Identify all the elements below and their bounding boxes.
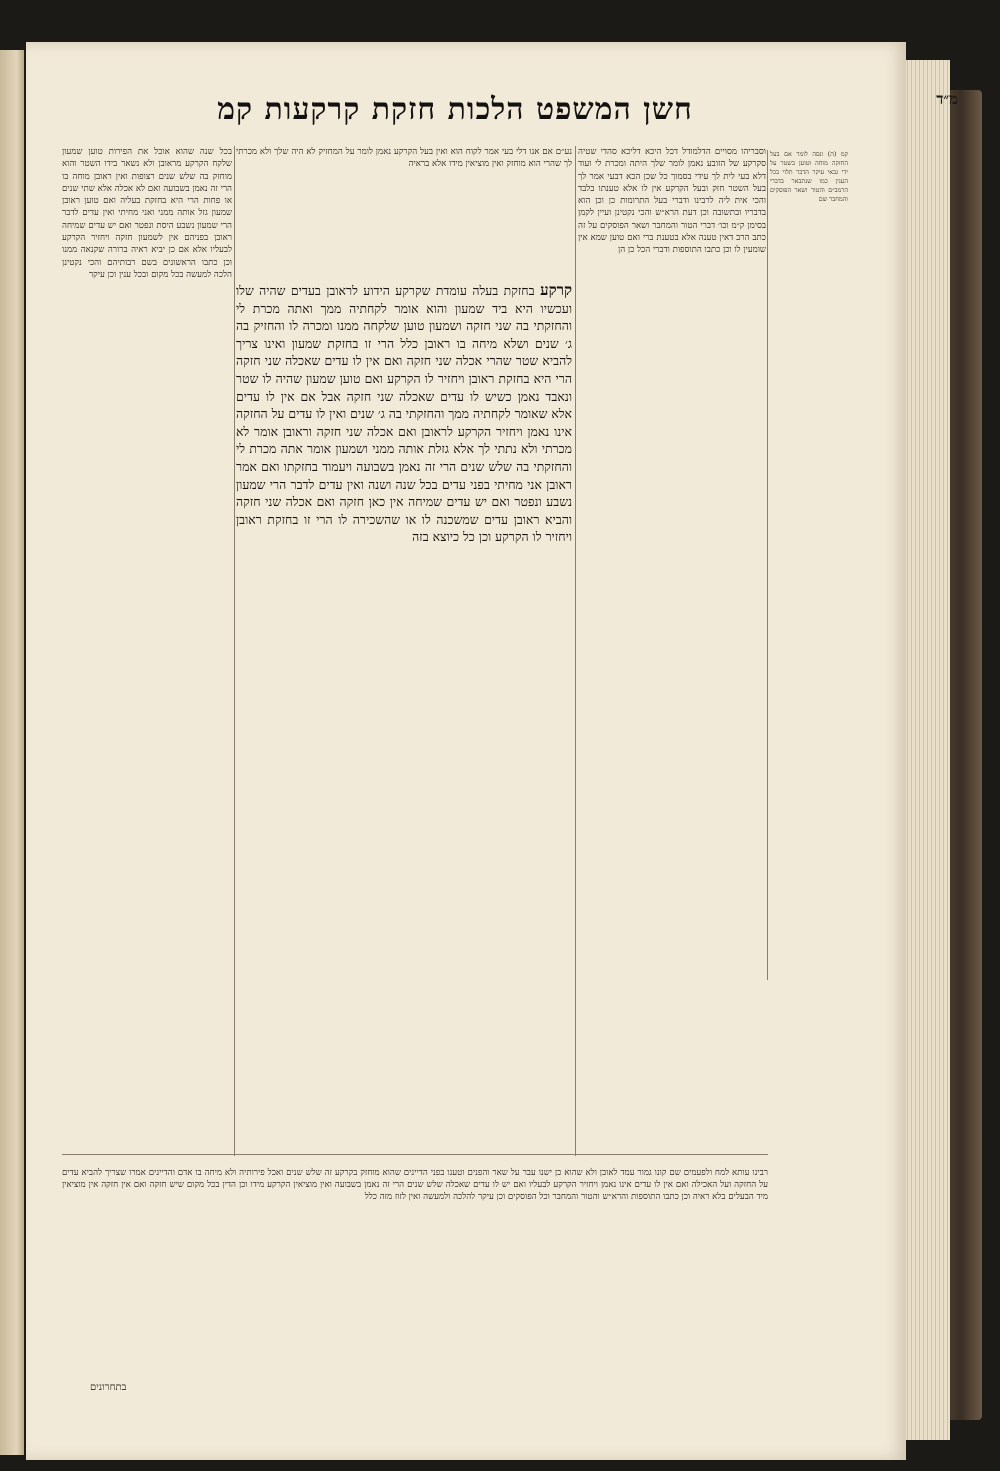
main-commentary-top: נע״ם אם אנו דלי בעי אמר לקוח הוא ואין בעל הקרקע נאמן לומר על המחזיק לא היה שלך ולא מכרתי לך שהרי הוא מוחזק ואין מוציאין מידו אלא בראיה xyxy=(236,147,572,170)
right-commentary-column xyxy=(578,146,766,1204)
main-body-text xyxy=(236,282,572,1156)
lower-commentary-block xyxy=(62,1158,768,1378)
gloss-text: קמ (ה) ונסה לומר אם בעל החזקה מוחה וטוען בשטר על ידי גבאי עיקר הדבר תלוי בכל הענין כמו שנתבאר בדברי הרמב״ם והטור ושאר הפוסקים והמחבר שם xyxy=(770,151,848,203)
folio-number: מ״ד xyxy=(936,90,958,108)
main-text-column xyxy=(236,146,572,1156)
catchword: בתחרונים xyxy=(90,1382,127,1393)
right-commentary-text: וסבריהו מסויים הדלמודל דכל היכא דליכא סהדי שטיה סקרקע של הזובע נאמן לומר שלך היתה ומכרת לי ועוד דלא בעי לית לך עידי בסמוך כל שכן הכא דבעי אמר לך בעל השטר חזק ובעל הקרקע אין לו אלא טענתו בלבד והכי אית ליה לרבינו ודברי בעל התרומות כן וכן הוא בדבריו ובתשובה וכן דעת הרא״ש והכי נקטינן ועיין לקמן בסימן ק״מ וכו׳ דברי הטור והמחבר ושאר הפוסקים על זה כתב הרב דאין טענה אלא בטענת ברי ואם טוען שמא אין שומעין לו וכן כתבו התוספות ודברי הכל כן הן xyxy=(578,147,766,256)
page-header xyxy=(60,74,850,144)
lower-commentary-text: רבינו עותא למח ולפעמים שם קונו גמור עמד לאובן ולא שהוא כן ישנו עבר על שאר והפנים וטענו בפני הדיינים שהוא מוחזק בקרקע זה שלש שנים ואכל פירותיה ולא מיחה בו אדם והדיינים אמרו שצריך להביא עדים על החזקה ועל האכילה ואם אין לו עדים אינו נאמן ויחזיר הקרקע לבעליו ואם יש לו עדים שאכלה שלש שנים הרי זה נאמן בשבועה ואין מוציאין הקרקע מידו וכן הדין בכל מקום שיש חזקה ואם אין חזקה אין מוציאין מיד הבעלים בלא ראיה וכן כתבו התוספות והרא״ש והטור והמחבר וכל הפוסקים וכן עיקר להלכה ולמעשה ואין לזוז מזה כלל xyxy=(62,1167,768,1203)
lead-word: קרקע xyxy=(540,282,572,299)
running-title: חשן המשפט הלכות חזקת קרקעות קמ xyxy=(217,91,693,127)
margin-gloss-column xyxy=(770,150,848,980)
main-body-content: בחזקת בעלה עומדת שקרקע הידוע לראובן בעדים שהיה שלו ועכשיו היא ביד שמעון והוא אומר לקחתיה ממך ואתה מכרת לי והחזקתי בה שני חזקה ושמעון טוען שלקחה ממנו ומכרה לו והחזיק בה ג׳ שנים ושלא מיחה בו ראובן כלל הרי זו בחזקת שמעון ואינו צריך להביא שטר שהרי אכלה שני חזקה ואם אין לו עדים שאכלה שני חזקה הרי היא בחזקת ראובן ויחזיר לו הקרקע ואם טוען שמעון שהיה לו שטר ונאבד נאמן כשיש לו עדים שאכלה שני חזקה אבל אם אין לו עדים אלא שאומר לקחתיה ממך והחזקתי בה ג׳ שנים ואין לו עדים על החזקה אינו נאמן ויחזיר הקרקע לראובן ואם אכלה שני חזקה וראובן אומר לא מכרתי ולא נתתי לך אלא גזלת אותה ממני ושמעון אומר אתה מכרת לי והחזקתי בה שלש שנים הרי זה נאמן בשבועה ויעמוד בחזקתו ואם אמר ראובן אני מחיתי בפני עדים בכל שנה ושנה ואין עדים לדבר הרי שמעון נשבע ונפטר ואם יש עדים שמיחה אין כאן חזקה ואם אכלה שני חזקה והביא ראובן עדים שמשכנה לו או שהשכירה לו הרי זו בחזקת ראובן ויחזיר לו הקרקע וכן כל כיוצא בזה xyxy=(236,283,572,545)
section-rule xyxy=(62,1154,768,1155)
left-commentary-text: בכל שנה שהוא אוכל את הפירות טוען שמעון שלקח הקרקע מראובן ולא נשאר בידו השטר והוא מוחזק בה שלש שנים רצופות ואין ראובן מוחה בו הרי זה נאמן בשבועה ואם לא אכלה אלא שתי שנים או פחות הרי היא בחזקת בעליה ואם טוען ראובן שמעון גזל אותה ממני ואני מחיתי ואין עדים לדבר הרי שמעון נשבע היסת ונפטר ואם יש עדים שמיחה ראובן בפניהם אין לשמעון חזקה ויחזיר הקרקע לבעליו אלא אם כן יביא ראיה ברורה שקנאה ממנו וכן כתבו הראשונים בשם רבותיהם והכי נקטינן הלכה למעשה בכל מקום ובכל ענין וכן עיקר xyxy=(62,147,232,280)
column-rule xyxy=(234,146,235,1156)
column-rule xyxy=(767,150,768,980)
column-rule xyxy=(575,146,576,1156)
previous-page-edge xyxy=(0,50,24,1455)
left-commentary-column xyxy=(62,146,232,1156)
